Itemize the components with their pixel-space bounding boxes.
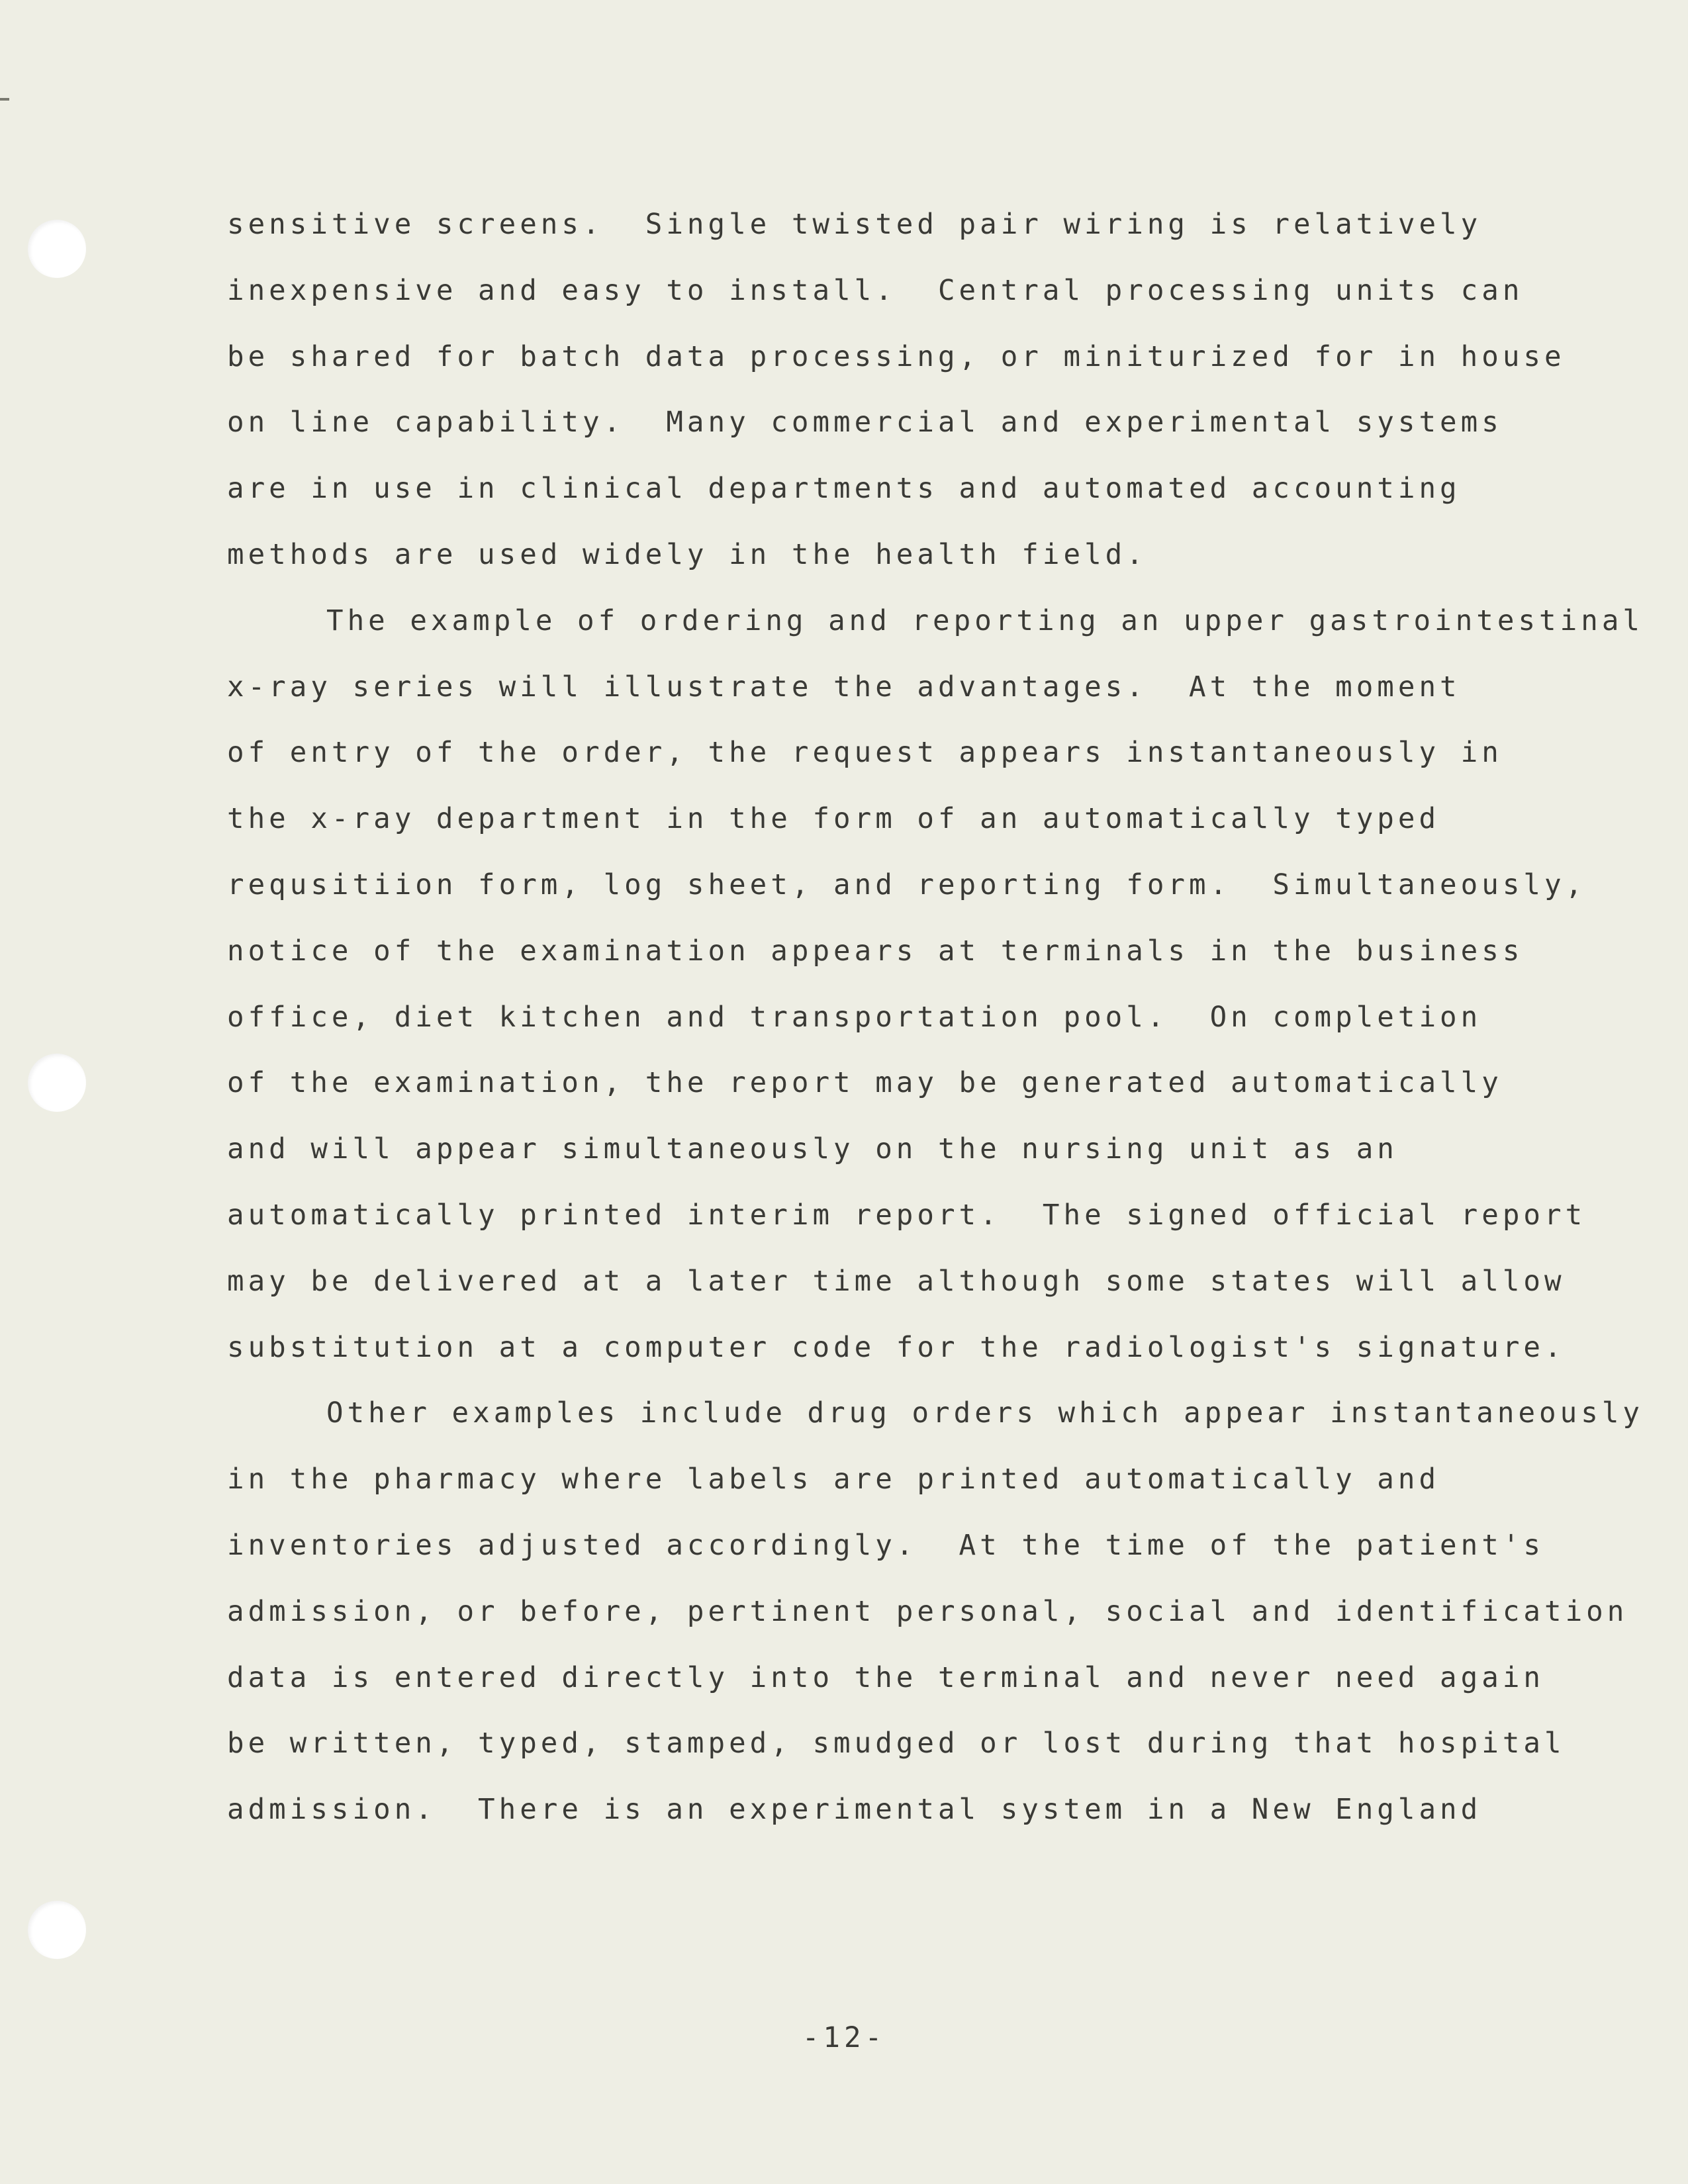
paragraph-start-line: Other examples include drug orders which appear instantaneously [326, 1397, 1644, 1430]
text-line: automatically printed interim report. The signed official report [227, 1199, 1587, 1232]
punch-hole-top [28, 220, 86, 278]
text-line: be written, typed, stamped, smudged or lost during that hospital [227, 1727, 1566, 1760]
text-line: the x-ray department in the form of an automatically typed [227, 803, 1440, 836]
text-line: requsitiion form, log sheet, and reporting form. Simultaneously, [227, 868, 1587, 901]
paragraph-start-line: The example of ordering and reporting an upper gastrointestinal [326, 604, 1644, 637]
text-line: of the examination, the report may be generated automatically [227, 1067, 1503, 1100]
text-line: substitution at a computer code for the radiologist's signature. [227, 1331, 1566, 1364]
punch-hole-middle [28, 1054, 86, 1112]
punch-hole-bottom [28, 1901, 86, 1959]
edge-mark [0, 98, 9, 101]
text-line: in the pharmacy where labels are printed automatically and [227, 1463, 1440, 1496]
body-text [227, 192, 1644, 1843]
text-line: admission. There is an experimental system in a New England [227, 1794, 1482, 1827]
text-line: of entry of the order, the request appears instantaneously in [227, 737, 1503, 770]
text-line: inventories adjusted accordingly. At the time of the patient's [227, 1529, 1544, 1562]
text-line: inexpensive and easy to install. Central processing units can [227, 274, 1524, 307]
text-line: may be delivered at a later time although some states will allow [227, 1265, 1566, 1298]
text-line: on line capability. Many commercial and experimental systems [227, 406, 1503, 439]
text-line: and will appear simultaneously on the nursing unit as an [227, 1133, 1398, 1166]
page-number: -12- [802, 2022, 886, 2054]
text-line: be shared for batch data processing, or miniturized for in house [227, 340, 1566, 373]
text-line: office, diet kitchen and transportation pool. On completion [227, 1001, 1482, 1034]
text-line: are in use in clinical departments and automated accounting [227, 473, 1461, 506]
text-line: data is entered directly into the terminal and never need again [227, 1661, 1544, 1694]
text-line: admission, or before, pertinent personal, social and identification [227, 1595, 1628, 1628]
text-line: sensitive screens. Single twisted pair wiring is relatively [227, 208, 1482, 241]
text-line: x-ray series will illustrate the advantages. At the moment [227, 670, 1461, 704]
text-line: notice of the examination appears at terminals in the business [227, 934, 1524, 968]
text-line: methods are used widely in the health field. [227, 538, 1147, 571]
